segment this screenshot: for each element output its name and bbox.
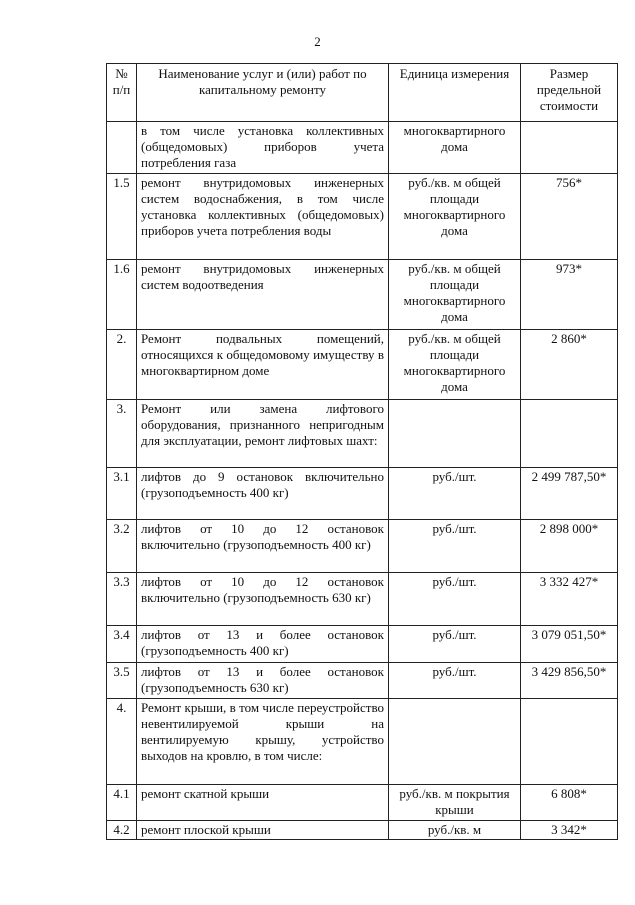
row-price: 3 079 051,50* [521, 626, 618, 663]
row-desc: лифтов от 13 и более остановок (грузоподъемность 630 кг) [137, 663, 389, 699]
table-header-row [107, 64, 618, 122]
table-row [107, 821, 618, 840]
table-row [107, 699, 618, 785]
row-num: 1.5 [107, 174, 137, 260]
table-row [107, 626, 618, 663]
row-unit: руб./шт. [389, 573, 521, 626]
row-price: 3 342* [521, 821, 618, 840]
row-price [521, 122, 618, 174]
row-num [107, 122, 137, 174]
cost-table [106, 63, 618, 840]
table-row [107, 573, 618, 626]
row-unit: руб./кв. м [389, 821, 521, 840]
table-row [107, 468, 618, 520]
row-price [521, 400, 618, 468]
table-row [107, 260, 618, 330]
table-row [107, 520, 618, 573]
row-desc: ремонт внутридомовых инженерных систем водоснабжения, в том числе установка коллективных (общедомовых) приборов учета потребления воды [137, 174, 389, 260]
row-desc: в том числе установка коллективных (общедомовых) приборов учета потребления газа [137, 122, 389, 174]
row-price: 3 429 856,50* [521, 663, 618, 699]
row-unit [389, 699, 521, 785]
table-row [107, 174, 618, 260]
row-num: 4.2 [107, 821, 137, 840]
row-unit: многоквартирного дома [389, 122, 521, 174]
row-unit: руб./шт. [389, 663, 521, 699]
table-row [107, 785, 618, 821]
row-unit [389, 400, 521, 468]
row-num: 3.2 [107, 520, 137, 573]
row-desc: Ремонт или замена лифтового оборудования, признанного непригодным для эксплуатации, ремонт лифтовых шахт: [137, 400, 389, 468]
row-desc: Ремонт подвальных помещений, относящихся к общедомовому имуществу в многоквартирном доме [137, 330, 389, 400]
header-unit: Единица измерения [389, 64, 521, 122]
row-unit: руб./кв. м общей площади многоквартирного дома [389, 330, 521, 400]
row-price [521, 699, 618, 785]
row-unit: руб./кв. м общей площади многоквартирного дома [389, 174, 521, 260]
row-desc: лифтов до 9 остановок включительно (грузоподъемность 400 кг) [137, 468, 389, 520]
row-num: 4.1 [107, 785, 137, 821]
row-price: 2 499 787,50* [521, 468, 618, 520]
header-num: № п/п [107, 64, 137, 122]
row-desc: ремонт внутридомовых инженерных систем водоотведения [137, 260, 389, 330]
row-price: 3 332 427* [521, 573, 618, 626]
row-desc: лифтов от 10 до 12 остановок включительно (грузоподъемность 630 кг) [137, 573, 389, 626]
row-desc: лифтов от 10 до 12 остановок включительно (грузоподъемность 400 кг) [137, 520, 389, 573]
row-unit: руб./кв. м общей площади многоквартирного дома [389, 260, 521, 330]
row-num: 3.4 [107, 626, 137, 663]
row-num: 3.3 [107, 573, 137, 626]
row-desc: лифтов от 13 и более остановок (грузоподъемность 400 кг) [137, 626, 389, 663]
table-row [107, 330, 618, 400]
row-desc: ремонт скатной крыши [137, 785, 389, 821]
row-unit: руб./кв. м покрытия крыши [389, 785, 521, 821]
row-num: 4. [107, 699, 137, 785]
row-price: 2 860* [521, 330, 618, 400]
header-name: Наименование услуг и (или) работ по капитальному ремонту [137, 64, 389, 122]
row-desc: ремонт плоской крыши [137, 821, 389, 840]
row-price: 2 898 000* [521, 520, 618, 573]
table-row [107, 122, 618, 174]
row-num: 3.5 [107, 663, 137, 699]
table-row [107, 400, 618, 468]
row-desc: Ремонт крыши, в том числе переустройство невентилируемой крыши на вентилируемую крышу, устройство выходов на кровлю, в том числе: [137, 699, 389, 785]
row-price: 756* [521, 174, 618, 260]
row-num: 2. [107, 330, 137, 400]
page-number: 2 [314, 34, 321, 49]
table-row [107, 663, 618, 699]
row-unit: руб./шт. [389, 520, 521, 573]
row-price: 973* [521, 260, 618, 330]
row-price: 6 808* [521, 785, 618, 821]
row-unit: руб./шт. [389, 626, 521, 663]
row-num: 3. [107, 400, 137, 468]
row-num: 1.6 [107, 260, 137, 330]
row-num: 3.1 [107, 468, 137, 520]
row-unit: руб./шт. [389, 468, 521, 520]
header-price: Размер предельной стоимости [521, 64, 618, 122]
